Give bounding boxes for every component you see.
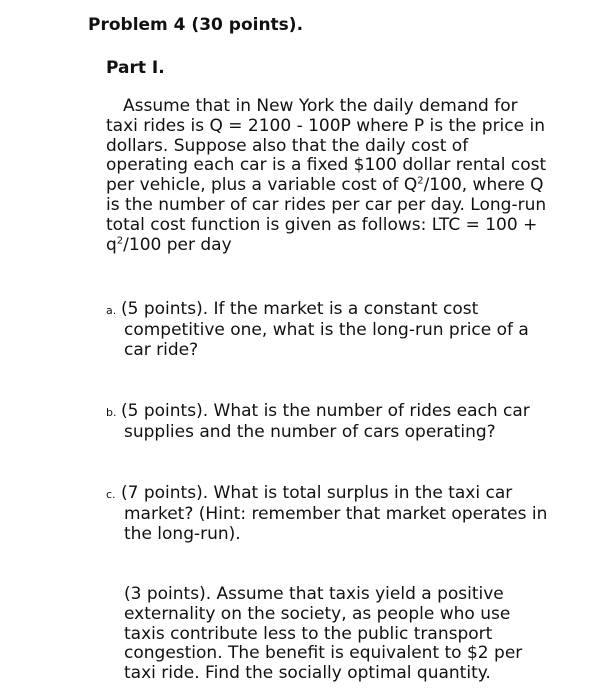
intro-line xyxy=(106,236,576,256)
list-marker: b. xyxy=(106,406,117,419)
intro-text: per vehicle, plus a variable cost of Q xyxy=(106,175,418,196)
intro-line: operating each car is a fixed $100 dollar rental cost xyxy=(106,155,547,176)
intro-text: /100 per day xyxy=(123,234,232,255)
question-first-line xyxy=(106,484,576,505)
question-a xyxy=(106,300,576,360)
question-line: the long-run). xyxy=(124,523,241,544)
question-first-line xyxy=(106,300,576,321)
problem-title: Problem 4 (30 points). xyxy=(88,15,304,35)
question-first-line xyxy=(106,402,576,423)
question-text: (5 points). If the market is a constant cost xyxy=(121,299,479,319)
question-line: externality on the society, as people who use xyxy=(124,603,511,624)
question-line: competitive one, what is the long-run price of a xyxy=(124,319,529,340)
list-marker: c. xyxy=(106,488,116,501)
part-heading: Part I. xyxy=(106,58,165,78)
intro-line: Assume that in New York the daily demand for xyxy=(123,96,518,116)
exponent: 2 xyxy=(417,175,424,187)
question-line: car ride? xyxy=(124,339,199,360)
intro-line: taxi rides is Q = 2100 - 100P where P is the price in xyxy=(106,115,545,136)
question-line: supplies and the number of cars operating? xyxy=(124,421,496,442)
question-line: market? (Hint: remember that market operates in xyxy=(124,503,548,524)
question-text: (5 points). What is the number of rides each car xyxy=(121,401,530,421)
intro-line xyxy=(106,176,576,196)
intro-line: dollars. Suppose also that the daily cost of xyxy=(106,135,469,156)
intro-paragraph xyxy=(106,97,576,255)
intro-line: is the number of car rides per car per day. Long-run xyxy=(106,194,547,215)
question-line: congestion. The benefit is equivalent to $2 per xyxy=(124,643,523,664)
intro-text: q xyxy=(106,234,117,255)
exponent: 2 xyxy=(116,234,124,246)
list-marker: a. xyxy=(106,304,117,317)
intro-line: total cost function is given as follows: LTC = 100 + xyxy=(106,214,538,235)
question-externality xyxy=(124,585,584,684)
question-line: (3 points). Assume that taxis yield a positive xyxy=(124,584,504,604)
question-text: (7 points). What is total surplus in the taxi car xyxy=(121,483,513,503)
question-line: taxis contribute less to the public transport xyxy=(124,623,493,644)
intro-text: /100, where Q xyxy=(423,175,544,196)
question-line: taxi ride. Find the socially optimal quantity. xyxy=(124,663,491,684)
question-b xyxy=(106,402,576,443)
question-c xyxy=(106,484,576,544)
